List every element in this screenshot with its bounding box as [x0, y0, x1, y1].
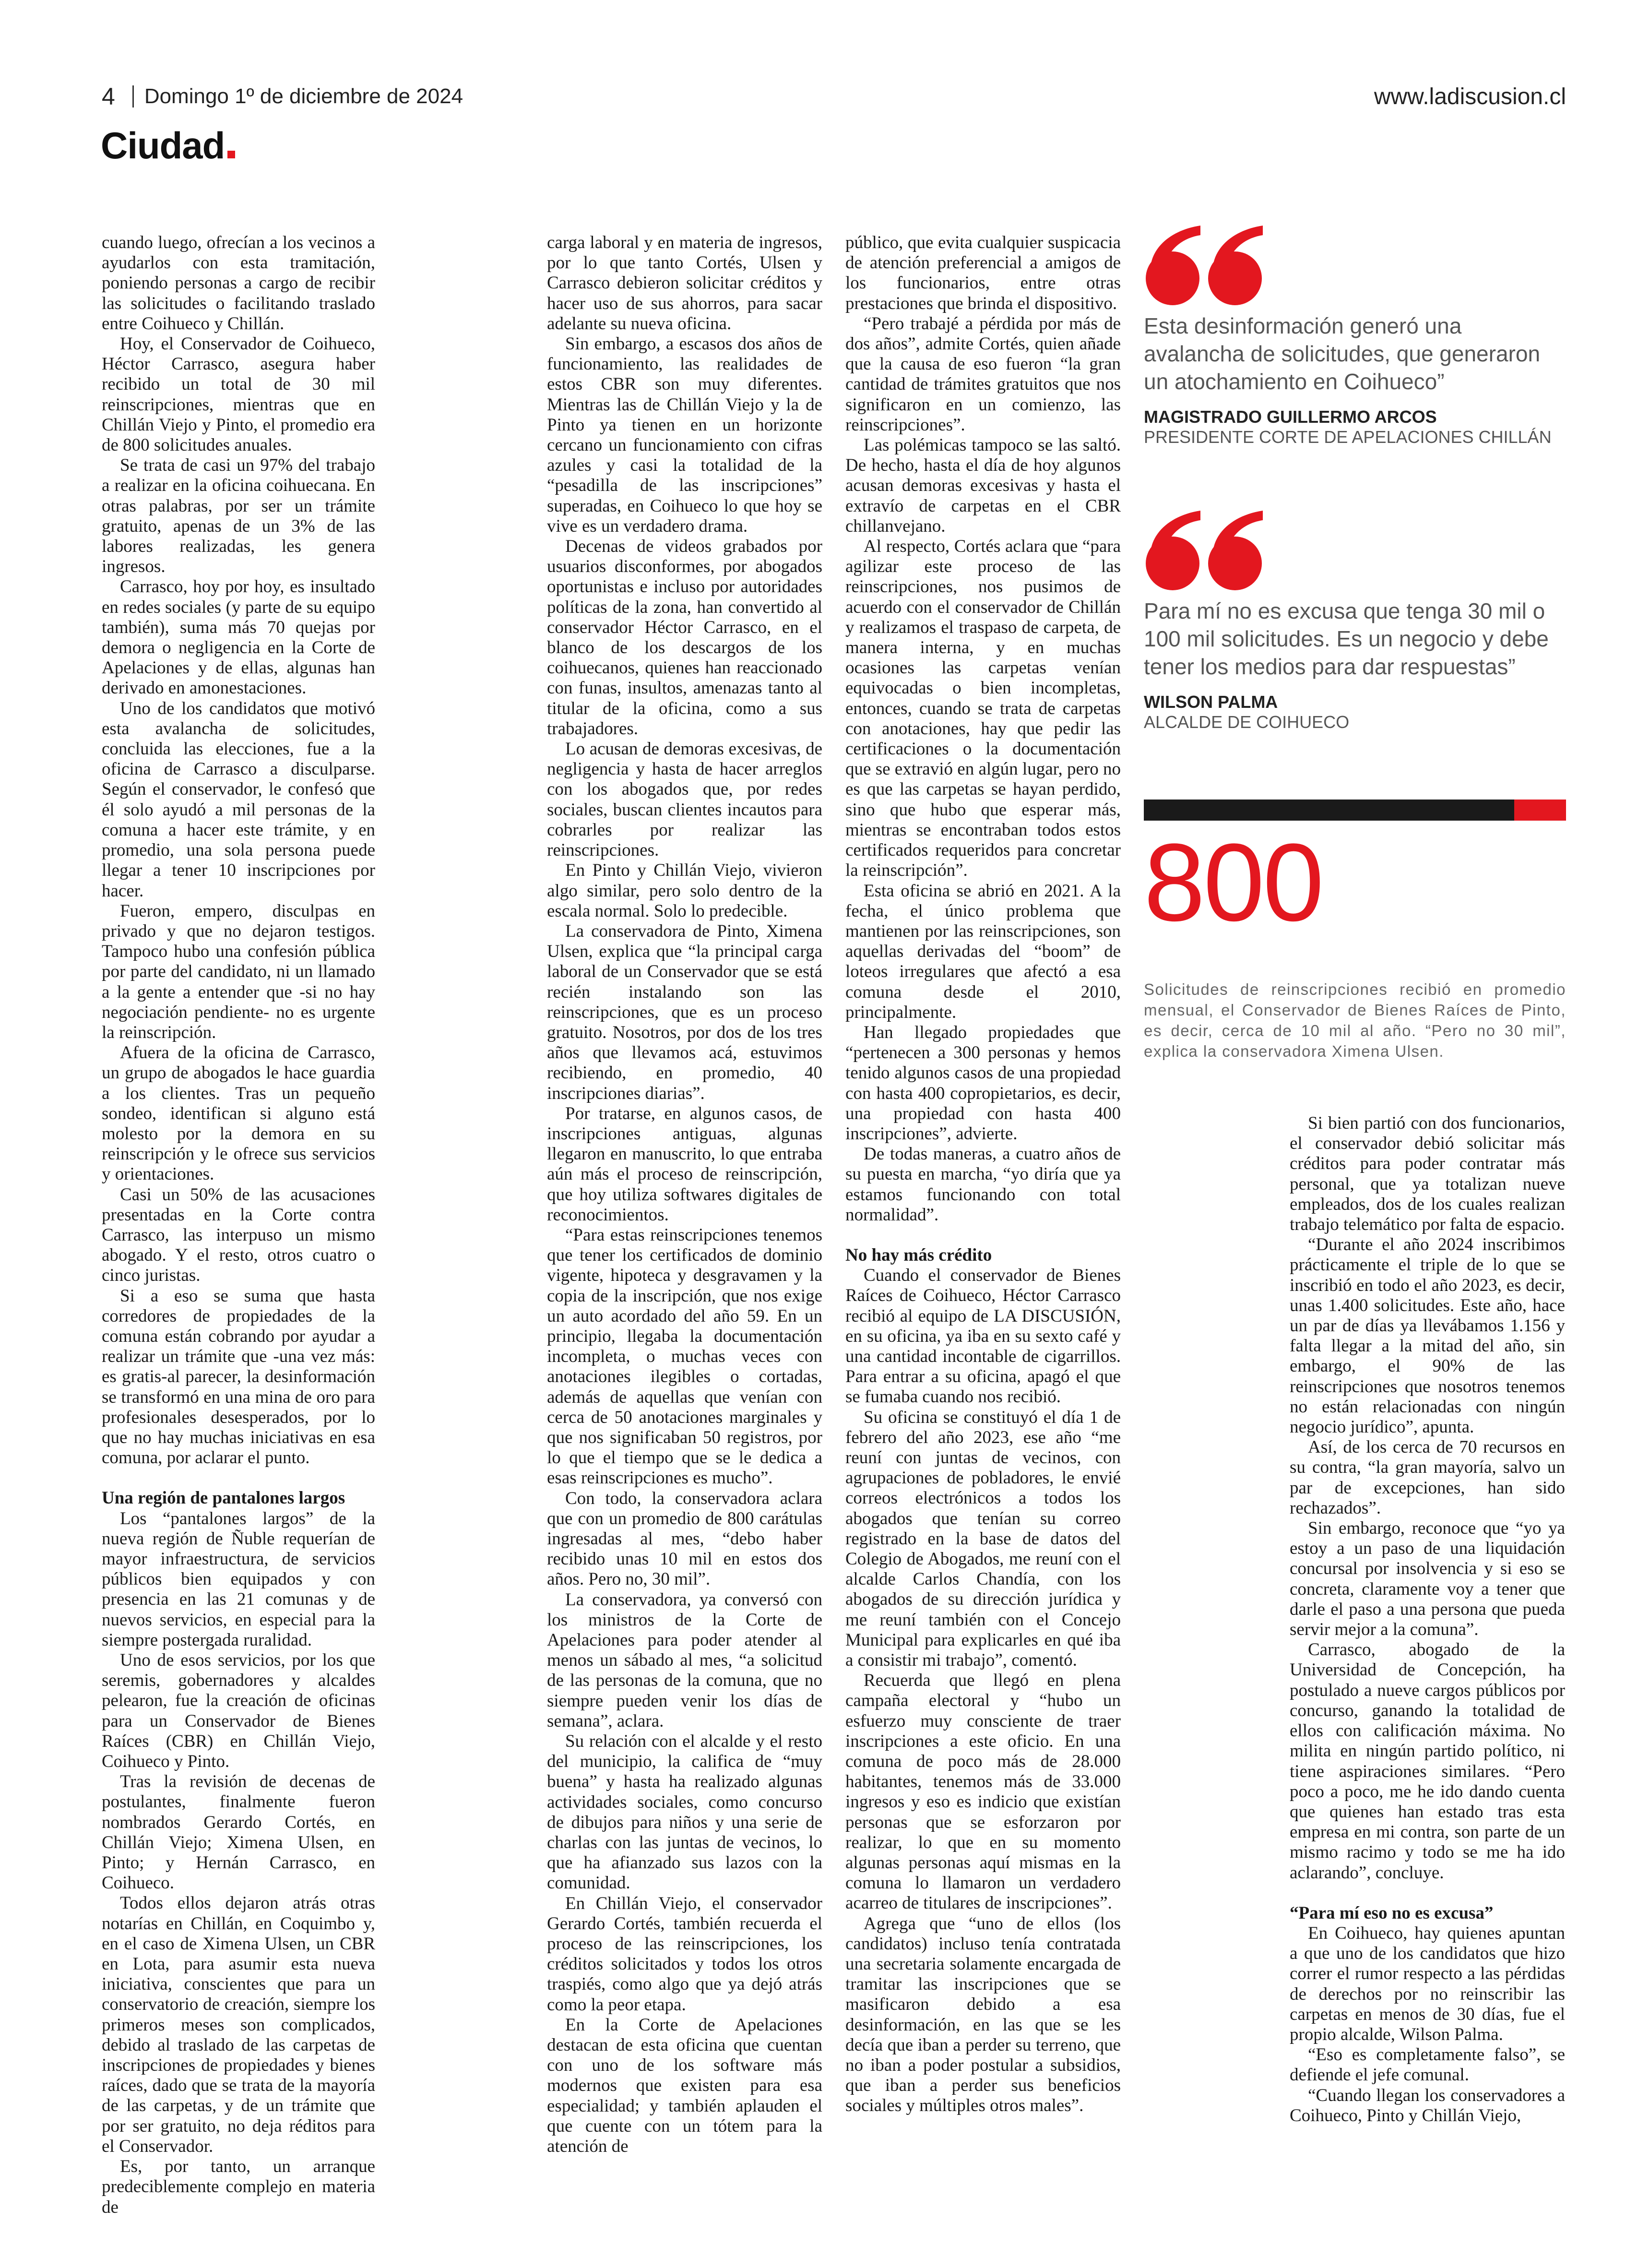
quote-author-role: PRESIDENTE CORTE DE APELACIONES CHILLÁN [1144, 427, 1552, 447]
article-paragraph: Las polémicas tampoco se las saltó. De hecho, hasta el día de hoy algunos acusan demoras excesivas y hasta el extravío de carpetas en el CBR chillanvejano. [845, 435, 1121, 536]
article-paragraph: Al respecto, Cortés aclara que “para agilizar este proceso de las reinscripciones, nos pusimos de acuerdo con el conservador de Chillán y realizamos el traspaso de carpeta, de manera interna, y en muchas ocasiones las carpetas venían equivocadas o bien incompletas, entonces, cuando se trata de carpetas con anotaciones, hay que pedir las certificaciones o la documentación que se extravió en algún lugar, pero no es que las carpetas se hayan perdido, sino que hubo que esperar más, mientras se encontraban todos estos certificados requeridos para concretar la reinscripción”. [845, 537, 1121, 881]
quote-author: MAGISTRADO GUILLERMO ARCOS [1144, 407, 1437, 427]
article-column-4 [1290, 1113, 1565, 2126]
article-paragraph: Sin embargo, reconoce que “yo ya estoy a un paso de una liquidación concursal por insolvencia y si eso se concreta, claramente voy a tener que darle el paso a una persona que pueda servir mejor a la comuna”. [1290, 1518, 1565, 1640]
issue-date: Domingo 1º de diciembre de 2024 [144, 84, 463, 108]
article-paragraph: “Durante el año 2024 inscribimos prácticamente el triple de lo que se inscribió en todo el año 2023, es decir, unas 1.400 solicitudes. Este año, hace un par de días ya llevábamos 1.156 y falta llegar a la mitad del año, sin embargo, el 90% de las reinscripciones que nosotros tenemos no están relacionadas con ningún negocio jurídico”, apunta. [1290, 1235, 1565, 1437]
article-paragraph: “Eso es completamente falso”, se defiende el jefe comunal. [1290, 2045, 1565, 2085]
article-paragraph: Carrasco, hoy por hoy, es insultado en redes sociales (y parte de su equipo también), suma más 70 quejas por demora o negligencia en la Corte de Apelaciones y de ellas, algunas han derivado en amonestaciones. [102, 577, 375, 698]
subheading: Una región de pantalones largos [102, 1488, 345, 1508]
quote-author: WILSON PALMA [1144, 692, 1278, 712]
article-paragraph: Tras la revisión de decenas de postulantes, finalmente fueron nombrados Gerardo Cortés, en Chillán Viejo; Ximena Ulsen, en Pinto; y Hernán Carrasco, en Coihueco. [102, 1772, 375, 1893]
article-paragraph: Fueron, empero, disculpas en privado y que no dejaron testigos. Tampoco hubo una confesión pública por parte del candidato, ni un llamado a la gente a entender que -si no hay negociación pendiente- no es urgente la reinscripción. [102, 901, 375, 1042]
article-paragraph: “Pero trabajé a pérdida por más de dos años”, admite Cortés, quien añade que la causa de eso fueron “la gran cantidad de trámites gratuitos que nos significaron en un comienzo, las reinscripciones”. [845, 313, 1121, 435]
page-number: 4 [102, 83, 115, 110]
article-paragraph: Cuando el conservador de Bienes Raíces de Coihueco, Héctor Carrasco recibió al equipo de LA DISCUSIÓN, en su oficina, ya iba en su sexto café y una cantidad incontable de cigarrillos. Para entrar a su oficina, apagó el que se fumaba cuando nos recibió. [845, 1265, 1121, 1407]
article-paragraph: En Chillán Viejo, el conservador Gerardo Cortés, también recuerda el proceso de las reinscripciones, los créditos solicitados y todos los otros traspiés, como algo que ya dejó atrás como la peor etapa. [547, 1893, 822, 2015]
article-column-1 [102, 233, 375, 2218]
article-paragraph: cuando luego, ofrecían a los vecinos a ayudarlos con esta tramitación, poniendo personas a cargo de recibir las solicitudes o facilitando traslado entre Coihueco y Chillán. [102, 233, 375, 334]
article-paragraph: En la Corte de Apelaciones destacan de esta oficina que cuentan con uno de los software más modernos que existen para esa especialidad; y también aplauden el que cuente con un tótem para la atención de [547, 2015, 822, 2157]
stat-box [1144, 800, 1566, 1062]
section-accent-square [227, 151, 235, 158]
article-paragraph: Uno de esos servicios, por los que seremis, gobernadores y alcaldes pelearon, fue la creación de oficinas para un Conservador de Bienes Raíces (CBR) en Chillán Viejo, Coihueco y Pinto. [102, 1650, 375, 1772]
article-paragraph: Decenas de videos grabados por usuarios disconformes, por abogados oportunistas e incluso por autoridades políticas de la zona, han convertido al conservador Héctor Carrasco, en el blanco de los descargos de los coihuecanos, quienes han reaccionado con funas, insultos, amenazas tanto al titular de la oficina, como a sus trabajadores. [547, 537, 822, 739]
article-paragraph: Con todo, la conservadora aclara que con un promedio de 800 carátulas ingresadas al mes, “debo haber recibido unas 10 mil en estos dos años. Pero no, 30 mil”. [547, 1488, 822, 1589]
subheading: No hay más crédito [845, 1245, 992, 1265]
article-paragraph: La conservadora, ya conversó con los ministros de la Corte de Apelaciones para poder atender al menos un sábado al mes, “a solicitud de las personas de la comuna, que no siempre pueden venir los días de semana”, aclara. [547, 1589, 822, 1731]
stat-top-bar [1144, 800, 1566, 821]
article-column-3 [845, 233, 1121, 2116]
article-paragraph: “Para estas reinscripciones tenemos que tener los certificados de dominio vigente, hipoteca y desgravamen y la copia de la inscripción, que nos exige un auto acordado del año 59. En un principio, llegaba la documentación incompleta, o muchas veces con anotaciones ilegibles o cortadas, además de aquellas que venían con cerca de 50 anotaciones marginales y que nos significaban 50 registros, por lo que el tiempo que se le dedica a esas reinscripciones es mucho”. [547, 1225, 822, 1488]
pull-quote [1144, 222, 1566, 447]
quote-mark-icon [1144, 507, 1273, 593]
article-paragraph: La conservadora de Pinto, Ximena Ulsen, explica que “la principal carga laboral de un Conservador que se está recién instalando son las reinscripciones, que es un proceso gratuito. Nosotros, por dos de los tres años que llevamos acá, estuvimos recibiendo, en promedio, 40 inscripciones diarias”. [547, 921, 822, 1103]
article-paragraph: En Coihueco, hay quienes apuntan a que uno de los candidatos que hizo correr el rumor respecto a las pérdidas de derechos por no reinscribir las carpetas en menos de 30 días, fue el propio alcalde, Wilson Palma. [1290, 1923, 1565, 2044]
stat-number: 800 [1144, 821, 1322, 944]
article-paragraph: Por tratarse, en algunos casos, de inscripciones antiguas, algunas llegaron en manuscrito, lo que entraba aún más el proceso de reinscripción, que hoy utiliza softwares digitales de reconocimientos. [547, 1103, 822, 1225]
quote-mark-icon [1144, 222, 1273, 308]
article-paragraph: Esta oficina se abrió en 2021. A la fecha, el único problema que mantienen por las reinscripciones, son aquellas derivadas del “boom” de loteos irregulares que afectó a esa comuna desde el 2010, principalmente. [845, 881, 1121, 1022]
article-paragraph: Han llegado propiedades que “pertenecen a 300 personas y hemos tenido algunos casos de una propiedad con hasta 400 copropietarios, es decir, una propiedad con hasta 400 inscripciones”, advierte. [845, 1022, 1121, 1144]
quote-text: Esta desinformación generó una avalancha de solicitudes, que generaron un atochamiento en Coihueco” [1144, 313, 1541, 394]
article-paragraph: Afuera de la oficina de Carrasco, un grupo de abogados le hace guardia a los clientes. Tras un pequeño sondeo, identifican si alguno está molesto por la demora en su reinscripción y le ofrece sus servicios y orientaciones. [102, 1043, 375, 1184]
article-paragraph: Su oficina se constituyó el día 1 de febrero del año 2023, ese año “me reuní con juntas de vecinos, con agrupaciones de pobladores, le envié correos electrónicos a todos los abogados que tenían su correo registrado en la base de datos del Colegio de Abogados, me reuní con el alcalde Carlos Chandía, con los abogados de su dirección jurídica y me reuní también con el Concejo Municipal para explicarles en qué iba a consistir mi trabajo”, comentó. [845, 1407, 1121, 1671]
article-paragraph: Si bien partió con dos funcionarios, el conservador debió solicitar más créditos para poder contratar más personal, que ya totalizan nueve empleados, dos de los cuales realizan trabajo telemático por falta de espacio. [1290, 1113, 1565, 1235]
article-paragraph: Casi un 50% de las acusaciones presentadas en la Corte contra Carrasco, las interpuso un mismo abogado. Y el resto, otros cuatro o cinco juristas. [102, 1184, 375, 1286]
article-paragraph: Es, por tanto, un arranque predeciblemente complejo en materia de [102, 2157, 375, 2217]
article-paragraph: público, que evita cualquier suspicacia de atención preferencial a amigos de los funcionarios, entre otras prestaciones que brinda el dispositivo. [845, 233, 1121, 313]
section-title [101, 124, 235, 167]
page-header [102, 80, 463, 113]
quote-text: Para mí no es excusa que tenga 30 mil o 100 mil solicitudes. Es un negocio y debe tener los medios para dar respuestas” [1144, 598, 1549, 679]
article-paragraph: De todas maneras, a cuatro años de su puesta en marcha, “yo diría que ya estamos funcionando con total normalidad”. [845, 1144, 1121, 1225]
pull-quote [1144, 507, 1566, 732]
article-column-2 [547, 233, 822, 2157]
article-paragraph: Todos ellos dejaron atrás otras notarías en Chillán, en Coquimbo y, en el caso de Ximena Ulsen, un CBR en Lota, para asumir esta nueva iniciativa, conscientes que para un conservatorio de creación, siempre los primeros meses son complicados, debido al traslado de las carpetas de inscripciones de propiedades y bienes raíces, dado que se trata de la mayoría de las carpetas, y de un trámite que por ser gratuito, no deja réditos para el Conservador. [102, 1893, 375, 2156]
article-paragraph: carga laboral y en materia de ingresos, por lo que tanto Cortés, Ulsen y Carrasco debieron solicitar créditos y hacer uso de sus ahorros, para sacar adelante su nueva oficina. [547, 233, 822, 334]
article-paragraph: Así, de los cerca de 70 recursos en su contra, “la gran mayoría, salvo un par de excepciones, han sido rechazados”. [1290, 1437, 1565, 1518]
article-paragraph: Su relación con el alcalde y el resto del municipio, la califica de “muy buena” y hasta ha realizado algunas actividades sociales, como concurso de dibujos para niños y una serie de charlas con las juntas de vecinos, lo que ha afianzado sus lazos con la comunidad. [547, 1731, 822, 1893]
article-paragraph: “Cuando llegan los conservadores a Coihueco, Pinto y Chillán Viejo, [1290, 2085, 1565, 2125]
article-paragraph: Agrega que “uno de ellos (los candidatos) incluso tenía contratada una secretaria solamente encargada de tramitar las inscripciones que se masificaron debido a esa desinformación, en las que se les decía que iban a perder su terreno, que no iban a poder postular a subsidios, que iban a perder sus beneficios sociales y múltiples otros males”. [845, 1913, 1121, 2116]
article-paragraph: Los “pantalones largos” de la nueva región de Ñuble requerían de mayor infraestructura, de servicios públicos bien equipados y con presencia en las 21 comunas y de nuevos servicios, en especial para la siempre postergada ruralidad. [102, 1508, 375, 1650]
header-divider [132, 85, 134, 107]
article-paragraph: Si a eso se suma que hasta corredores de propiedades de la comuna están cobrando por ayudar a realizar un trámite que -una vez más: es gratis-al parecer, la desinformación se transformó en una mina de oro para profesionales desesperados, por lo que no hay muchas iniciativas en esa comuna, por aclarar el punto. [102, 1286, 375, 1468]
article-paragraph: Recuerda que llegó en plena campaña electoral y “hubo un esfuerzo muy consciente de traer inscripciones a este oficio. En una comuna de poco más de 28.000 habitantes, tenemos más de 33.000 ingresos y eso es indicio que existían personas que se esforzaron por realizar, lo que en su momento algunas personas aquí mismas en la comuna lo llamaron un verdadero acarreo de titulares de inscripciones”. [845, 1671, 1121, 1913]
article-paragraph: Se trata de casi un 97% del trabajo a realizar en la oficina coihuecana. En otras palabras, por ser un trámite gratuito, apenas de un 3% de las labores realizadas, les genera ingresos. [102, 455, 375, 577]
quote-author-role: ALCALDE DE COIHUECO [1144, 712, 1350, 732]
website-url[interactable]: www.ladiscusion.cl [1374, 84, 1566, 109]
article-paragraph: En Pinto y Chillán Viejo, vivieron algo similar, pero solo dentro de la escala normal. Solo lo predecible. [547, 860, 822, 921]
article-paragraph: Carrasco, abogado de la Universidad de Concepción, ha postulado a nueve cargos públicos por concurso, ganando la totalidad de ellos con calificación máxima. No milita en ningún partido político, ni tiene aspiraciones similares. “Pero poco a poco, me he ido dando cuenta que quienes han estado tras esta empresa en mi contra, son parte de un mismo racimo y todo se me ha ido aclarando”, concluye. [1290, 1640, 1565, 1883]
stat-caption: Solicitudes de reinscripciones recibió en promedio mensual, el Conservador de Bienes Raíces de Pinto, es decir, cerca de 10 mil al año. “Pero no 30 mil”, explica la conservadora Ximena Ulsen. [1144, 980, 1566, 1060]
article-paragraph: Uno de los candidatos que motivó esta avalancha de solicitudes, concluida las elecciones, fue a la oficina de Carrasco a disculparse. Según el conservador, le confesó que él solo ayudó a mil personas de la comuna a hacer este trámite, y en promedio, una sola persona puede llegar a tener 10 inscripciones por hacer. [102, 698, 375, 901]
article-paragraph: Lo acusan de demoras excesivas, de negligencia y hasta de hacer arreglos con los abogados que, por redes sociales, buscan clientes incautos para cobrarles por realizar las reinscripciones. [547, 739, 822, 860]
article-paragraph: Sin embargo, a escasos dos años de funcionamiento, las realidades de estos CBR son muy diferentes. Mientras las de Chillán Viejo y la de Pinto ya tienen en un horizonte cercano un funcionamiento con cifras azules y casi la totalidad de la “pesadilla de las inscripciones” superadas, en Coihueco lo que hoy se vive es un verdadero drama. [547, 334, 822, 536]
article-paragraph: Hoy, el Conservador de Coihueco, Héctor Carrasco, asegura haber recibido un total de 30 mil reinscripciones, mientras que en Chillán Viejo y Pinto, el promedio era de 800 solicitudes anuales. [102, 334, 375, 455]
section-label: Ciudad [101, 124, 225, 167]
subheading: “Para mí eso no es excusa” [1290, 1903, 1494, 1923]
